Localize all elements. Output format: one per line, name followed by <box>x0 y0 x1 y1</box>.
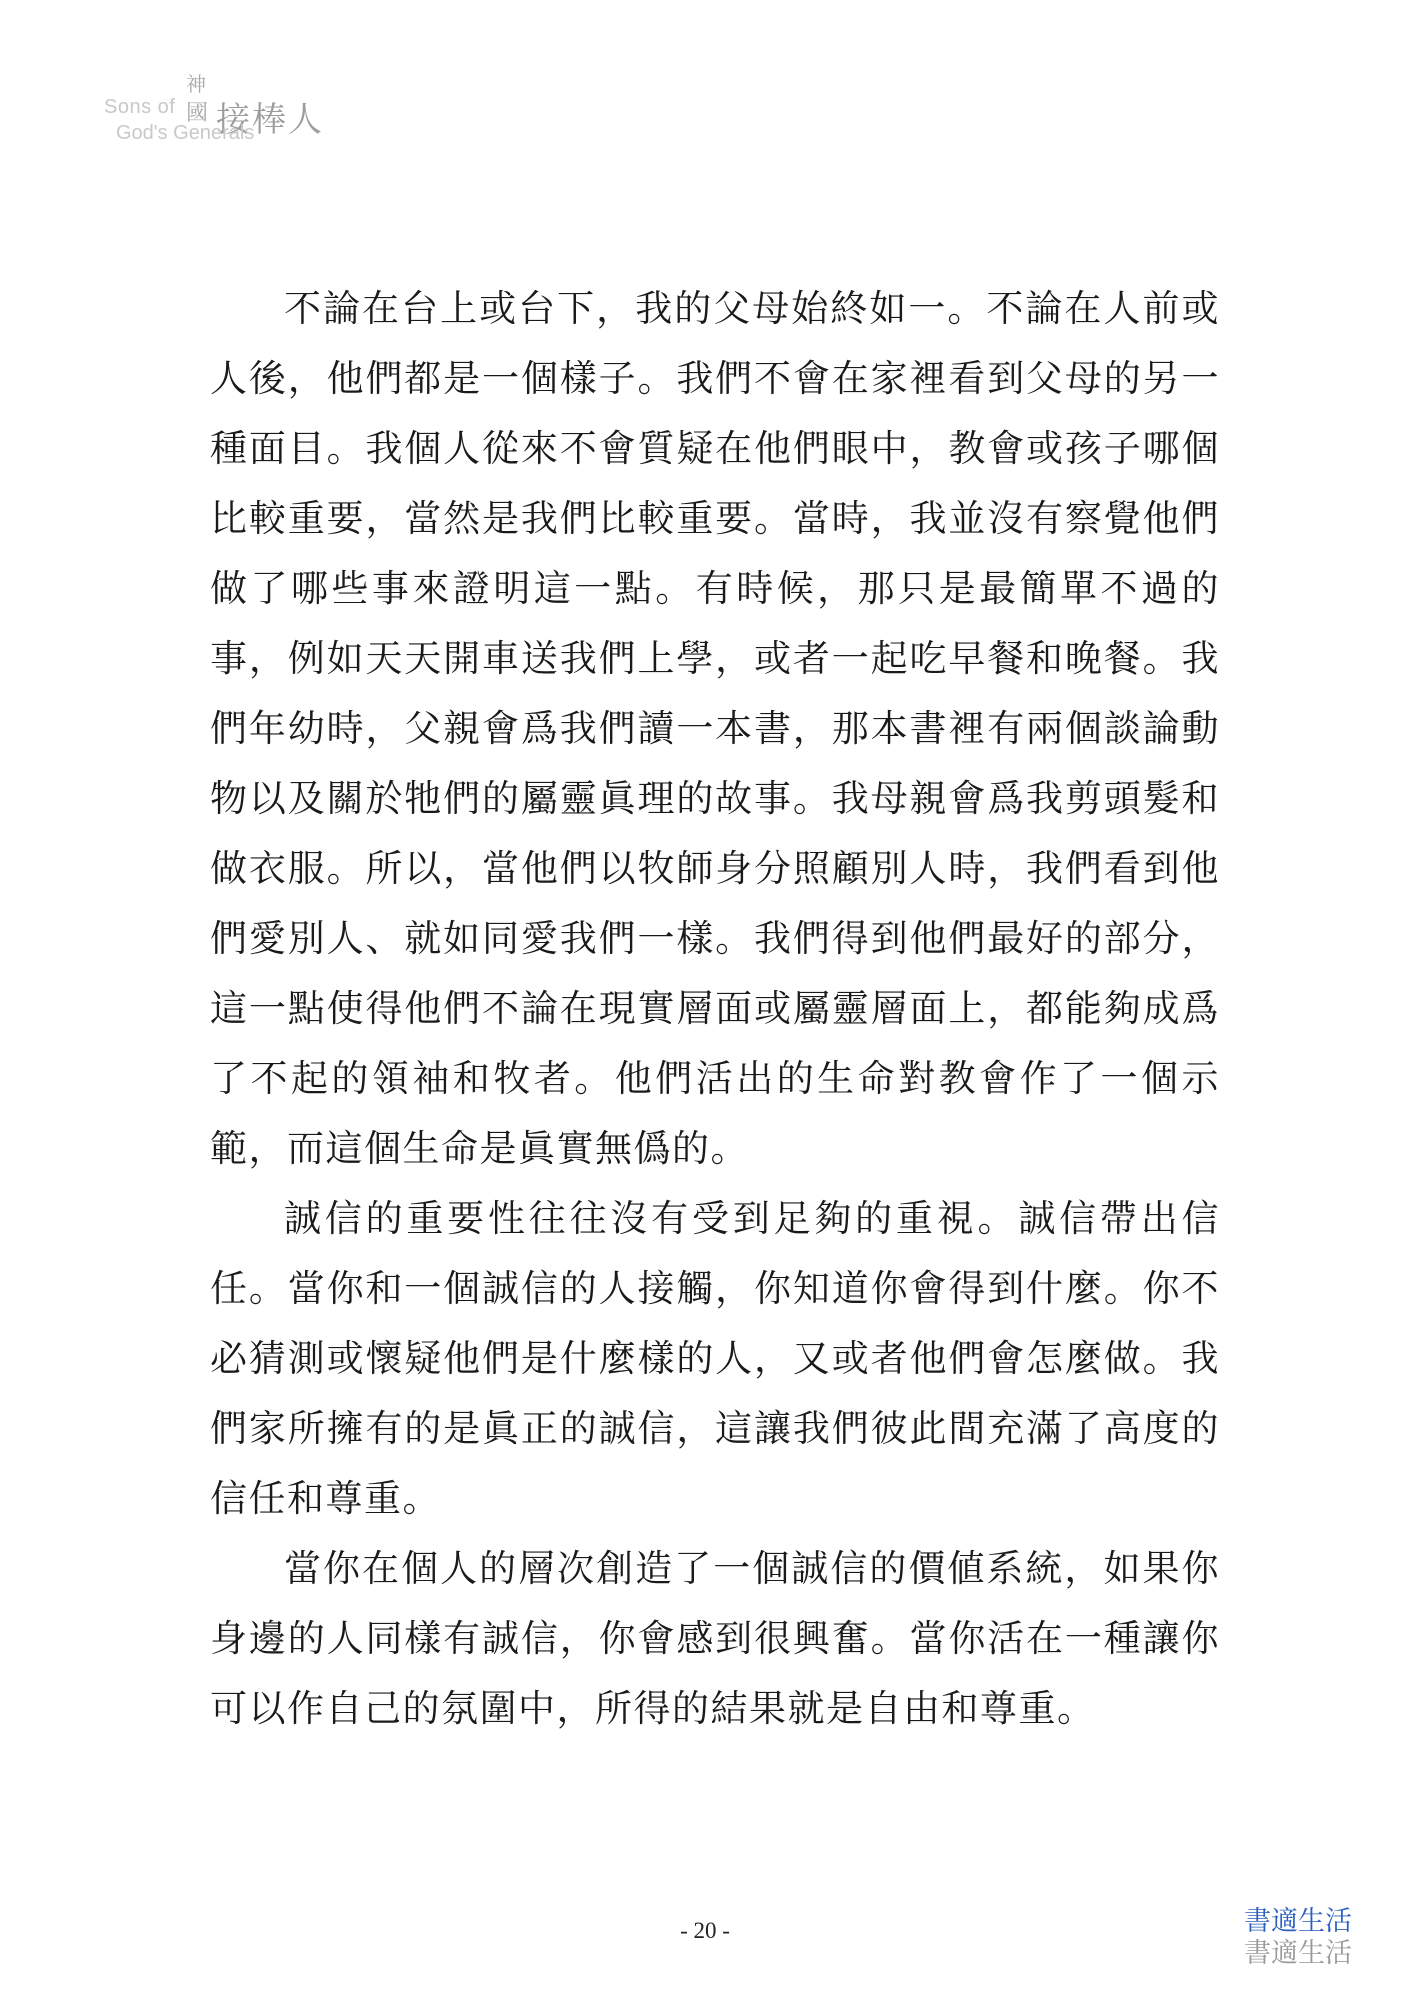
logo-subtitle: God's Generals <box>116 122 255 144</box>
publisher-name-bottom: 書適生活 <box>1244 1938 1352 1969</box>
paragraph-3: 當你在個人的層次創造了一個誠信的價値系統，如果你身邊的人同樣有誠信，你會感到很興奮。當你活在一種讓你可以作自己的氛圍中，所得的結果就是自由和尊重。 <box>210 1547 1220 1730</box>
paragraph-1: 不論在台上或台下，我的父母始終如一。不論在人前或人後，他們都是一個樣子。我們不會在家裡看到父母的另一種面目。我個人從來不會質疑在他們眼中，教會或孩子哪個比較重要，當然是我們比較重要。當時，我並沒有察覺他們做了哪些事來證明這一點。有時候，那只是最簡單不過的事，例如天天開車送我們上學，或者一起吃早餐和晚餐。我們年幼時，父親會爲我們讀一本書，那本書裡有兩個談論動物以及關於牠們的屬靈眞理的故事。我母親會爲我剪頭髮和做衣服。所以，當他們以牧師身分照顧別人時，我們看到他們愛別人、就如同愛我們一樣。我們得到他們最好的部分，這一點使得他們不論在現實層面或屬靈層面上，都能夠成爲了不起的領袖和牧者。他們活出的生命對教會作了一個示範，而這個生命是眞實無僞的。 <box>210 287 1220 1170</box>
logo-shen-char: 神 <box>186 72 206 96</box>
page-number: - 20 - <box>680 1918 730 1943</box>
logo-sons-text: Sons of <box>104 96 176 118</box>
book-logo <box>104 60 344 160</box>
publisher-watermark <box>1244 1906 1352 1970</box>
page-body <box>210 274 1220 1744</box>
paragraph-2: 誠信的重要性往往沒有受到足夠的重視。誠信帶出信任。當你和一個誠信的人接觸，你知道你會得到什麼。你不必猜測或懷疑他們是什麼樣的人，又或者他們會怎麼做。我們家所擁有的是眞正的誠信，這讓我們彼此間充滿了高度的信任和尊重。 <box>210 1197 1220 1520</box>
logo-main-text: 接棒人 <box>216 100 324 140</box>
publisher-name-top: 書適生活 <box>1244 1906 1352 1937</box>
logo-guo-char: 國 <box>186 101 209 126</box>
